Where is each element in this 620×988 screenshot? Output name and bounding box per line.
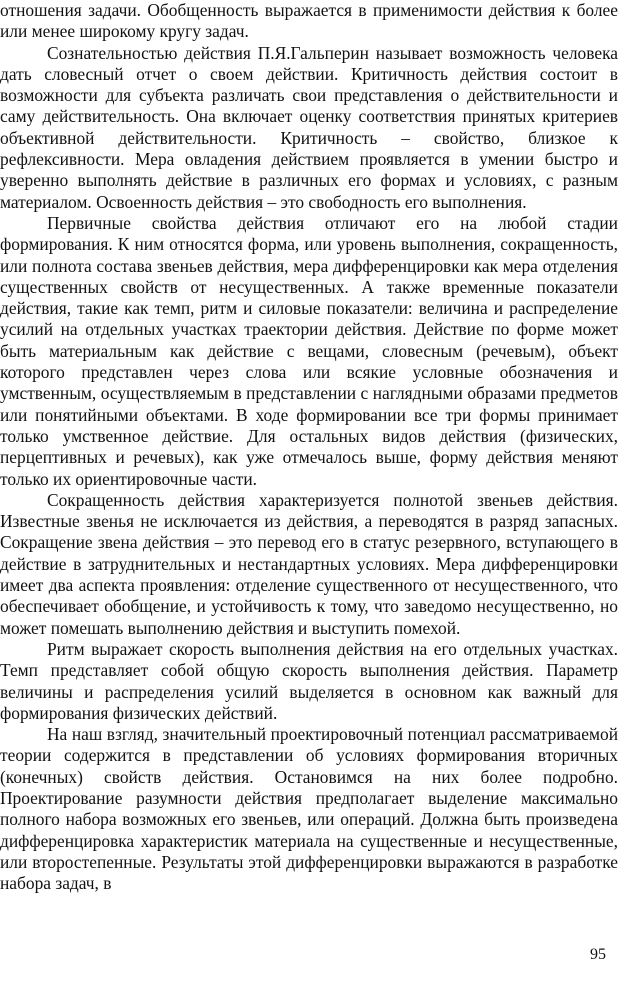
paragraph-5: Ритм выражает скорость выполнения действия на его отдельных участках. Темп представляет собой общую скорость выполнения действия. Параметр величины и распределения усилий выделяется в основном как важный для формирования физических действий. <box>0 638 618 723</box>
page-number: 95 <box>590 946 606 963</box>
paragraph-6: На наш взгляд, значительный проектировочный потенциал рассматриваемой теории содержится в представлении об условиях формирования вторичных (конечных) свойств действия. Остановимся на них более подробно. Проектирование разумности действия предполагает выделение максимально полного набора возможных его звеньев, или операций. Должна быть произведена дифференцировка характеристик материала на существенные и несущественные, или второстепенные. Результаты этой дифференцировки выражаются в разработке набора задач, в <box>0 724 618 894</box>
paragraph-4: Сокращенность действия характеризуется полнотой звеньев действия. Известные звенья не исключается из действия, а переводятся в разряд запасных. Сокращение звена действия – это перевод его в статус резервного, вступающего в действие в затруднительных и нестандартных условиях. Мера дифференцировки имеет два аспекта проявления: отделение существенного от несущественного, что обеспечивает обобщение, и устойчивость к тому, что заведомо несущественно, но может помешать выполнению действия и выступить помехой. <box>0 489 618 638</box>
paragraph-2: Сознательностью действия П.Я.Гальперин называет возможность человека дать словесный отчет о своем действии. Критичность действия состоит в возможности для субъекта различать свои представления о действительности и саму действительность. Она включает оценку соответствия принятых критериев объективной действительности. Критичность – свойство, близкое к рефлексивности. Мера овладения действием проявляется в умении быстро и уверенно выполнять действие в различных его формах и условиях, с разным материалом. Освоенность действия – это свободность его выполнения. <box>0 42 618 212</box>
paragraph-3: Первичные свойства действия отличают его на любой стадии формирования. К ним относятся форма, или уровень выполнения, сокращенность, или полнота состава звеньев действия, мера дифференцировки как мера отделения существенных свойств от несущественных. А также временные показатели действия, такие как темп, ритм и силовые показатели: величина и распределение усилий на отдельных участках траектории действия. Действие по форме может быть материальным как действие с вещами, словесным (речевым), объект которого представлен через слова или всякие условные обозначения и умственным, осуществляемым в представлении с наглядными образами предметов или понятийными объектами. В ходе формировании все три формы принимает только умственное действие. Для остальных видов действия (физических, перцептивных и речевых), как уже отмечалось выше, форму действия меняют только их ориентировочные части. <box>0 212 618 489</box>
paragraph-1: отношения задачи. Обобщенность выражается в применимости действия к более или менее широкому кругу задач. <box>0 0 618 42</box>
